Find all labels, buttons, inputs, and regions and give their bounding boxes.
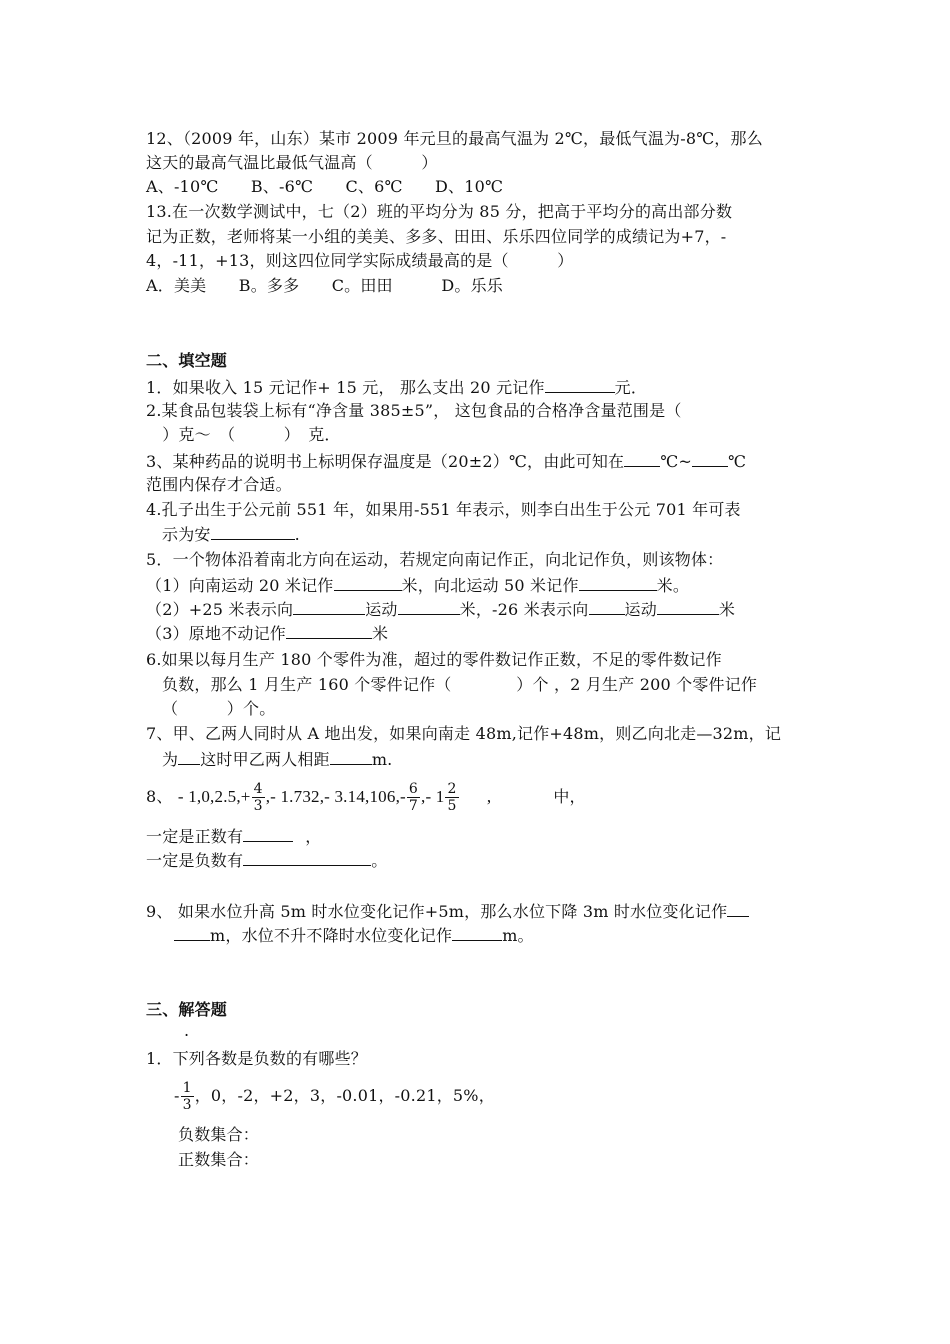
fill-q2-line1: 2.某食品包装袋上标有“净含量 385±5”， 这包食品的合格净含量范围是（ — [146, 401, 682, 420]
fill-q5-1a: （1）向南运动 20 米记作 — [146, 576, 334, 595]
fill-q5-2a: （2）+25 米表示向 — [146, 600, 294, 619]
blank — [334, 574, 402, 591]
fill-q9-2b: m。 — [502, 926, 534, 945]
frac-den: 3 — [253, 798, 263, 814]
fill-q3-mid: ℃~ — [660, 452, 692, 471]
frac-num: 6 — [408, 781, 418, 797]
fill-q7-line1: 7、甲、乙两人同时从 A 地出发，如果向南走 48m,记作+48m，则乙向北走—32m，记 — [146, 724, 782, 743]
fraction-6-7 — [407, 781, 420, 814]
fill-q5-line1: 5．一个物体沿着南北方向在运动，若规定向南记作正，向北记作负，则该物体： — [146, 550, 724, 569]
fill-q7-2a: 为 — [162, 750, 179, 769]
blank — [293, 598, 365, 615]
q13-line2: 记为正数，老师将某一小组的美美、多多、田田、乐乐四位同学的成绩记为+7，- — [146, 227, 727, 246]
blank — [243, 825, 293, 842]
q12-line1: 12、（2009 年，山东）某市 2009 年元旦的最高气温为 2℃，最低气温为-8℃，那么 — [146, 129, 763, 148]
stray-dot: . — [184, 1021, 190, 1040]
q13-options: A．美美 B。多多 C。田田 D。乐乐 — [146, 276, 503, 295]
fill-q8-expr-c: ,- 1 — [421, 787, 445, 806]
answer-q1-list: ，0，-2，+2，3，-0.01，-0.21，5%， — [194, 1086, 495, 1105]
fill-q5-3b: 米 — [371, 624, 389, 643]
fill-q8-tail: 中， — [553, 787, 586, 806]
frac-den: 7 — [408, 798, 418, 814]
fill-q9-2a: m，水位不升不降时水位变化记作 — [210, 926, 453, 945]
frac-num: 2 — [447, 781, 457, 797]
blank — [657, 598, 719, 615]
minus-sign: - — [174, 1086, 180, 1105]
fill-q4-line2 — [162, 523, 300, 546]
fraction-2-5 — [445, 781, 458, 814]
fill-q6-line3: （ ）个。 — [162, 699, 276, 718]
fill-q9-line1 — [146, 900, 749, 923]
negative-set-label: 负数集合： — [178, 1125, 260, 1144]
fill-q8-pos-end: ， — [305, 827, 322, 846]
fill-q8-neg-end: 。 — [371, 851, 388, 870]
fill-q5-3a: （3）原地不动记作 — [146, 624, 286, 643]
q12-line2: 这天的最高气温比最低气温高（ ） — [146, 153, 438, 172]
fill-q5-1c: 米。 — [656, 576, 690, 595]
fill-q7-2b: 这时甲乙两人相距 — [200, 750, 330, 769]
fill-q6-line1: 6.如果以每月生产 180 个零件为准，超过的零件数记作正数，不足的零件数记作 — [146, 650, 722, 669]
blank — [545, 376, 615, 393]
fraction-1-3 — [181, 1080, 194, 1113]
fill-q5-part3 — [146, 622, 388, 645]
fill-q4-end: . — [294, 525, 300, 544]
fill-q4-text: 示为安 — [162, 525, 211, 544]
fill-q6-line2: 负数，那么 1 月生产 160 个零件记作（ ）个 ，2 月生产 200 个零件记作 — [162, 675, 758, 694]
fill-q3-end: ℃ — [727, 452, 747, 471]
blank — [579, 574, 657, 591]
fill-q5-2c: 米，-26 米表示向 — [459, 600, 589, 619]
fill-q2-line2: ）克～ （ ） 克． — [146, 425, 341, 444]
q13-line3: 4，-11，+13，则这四位同学实际成绩最高的是（ ） — [146, 251, 574, 270]
section-heading-answer: 三、解答题 — [146, 1000, 228, 1019]
fill-q3-line1 — [146, 450, 746, 473]
blank — [398, 598, 460, 615]
blank — [330, 748, 372, 765]
blank — [178, 748, 200, 765]
blank — [174, 924, 210, 941]
fill-q1-text: 1．如果收入 15 元记作+ 15 元， 那么支出 20 元记作 — [146, 378, 545, 397]
fill-q8-expr-a: - 1,0,2.5,+ — [177, 787, 251, 806]
blank — [243, 849, 371, 866]
blank — [727, 900, 749, 917]
fill-q8-neg-text: 一定是负数有 — [146, 851, 244, 870]
fill-q5-1b: 米，向北运动 50 米记作 — [401, 576, 579, 595]
fill-q1-unit: 元． — [614, 378, 648, 397]
blank — [452, 924, 502, 941]
fill-q4-line1: 4.孔子出生于公元前 551 年，如果用-551 年表示，则李白出生于公元 701 年可表 — [146, 500, 741, 519]
fill-q8-negative — [146, 849, 387, 872]
answer-q1-title: 1．下列各数是负数的有哪些？ — [146, 1049, 367, 1068]
frac-num: 1 — [182, 1080, 192, 1096]
fill-q1 — [146, 376, 647, 399]
fill-q8-line1: 8、 - 1,0,2.5,+ $\frac{4}{3}$ ,- 1.732,- 3.14,106,- $\frac{6}{7}$ ,- 1 $\frac{2}{5}$ , 中， — [146, 781, 586, 814]
fill-q5-part2 — [146, 598, 735, 621]
blank — [692, 450, 728, 467]
fill-q8-pos-text: 一定是正数有 — [146, 827, 244, 846]
fill-q9-line2 — [174, 924, 534, 947]
fill-q3-line2: 范围内保存才合适。 — [146, 475, 292, 494]
frac-den: 3 — [182, 1097, 192, 1113]
frac-num: 4 — [253, 781, 263, 797]
fill-q5-part1 — [146, 574, 689, 597]
fill-q8-label: 8、 — [146, 787, 173, 806]
blank — [286, 622, 372, 639]
fill-q7-line2 — [162, 748, 392, 771]
blank — [624, 450, 660, 467]
q12-options: A、-10℃ B、-6℃ C、6℃ D、10℃ — [146, 177, 504, 196]
q13-line1: 13.在一次数学测试中，七（2）班的平均分为 85 分，把高于平均分的高出部分数 — [146, 202, 733, 221]
fill-q5-2d: 运动 — [624, 600, 657, 619]
fill-q7-2c: m. — [371, 750, 393, 769]
fill-q8-expr-b: ,- 1.732,- 3.14,106,- — [265, 787, 406, 806]
frac-den: 5 — [447, 798, 457, 814]
fill-q9-text: 9、 如果水位升高 5m 时水位变化记作+5m，那么水位下降 3m 时水位变化记作 — [146, 902, 728, 921]
fraction-4-3 — [252, 781, 265, 814]
blank — [589, 598, 625, 615]
blank — [211, 523, 295, 540]
positive-set-label: 正数集合： — [178, 1150, 260, 1169]
fill-q5-2e: 米 — [718, 600, 736, 619]
section-heading-fill: 二、填空题 — [146, 351, 228, 370]
fill-q3-text: 3、某种药品的说明书上标明保存温度是（20±2）℃，由此可知在 — [146, 452, 625, 471]
fill-q5-2b: 运动 — [365, 600, 398, 619]
answer-q1-numbers — [174, 1075, 495, 1117]
fill-q8-positive — [146, 825, 321, 848]
